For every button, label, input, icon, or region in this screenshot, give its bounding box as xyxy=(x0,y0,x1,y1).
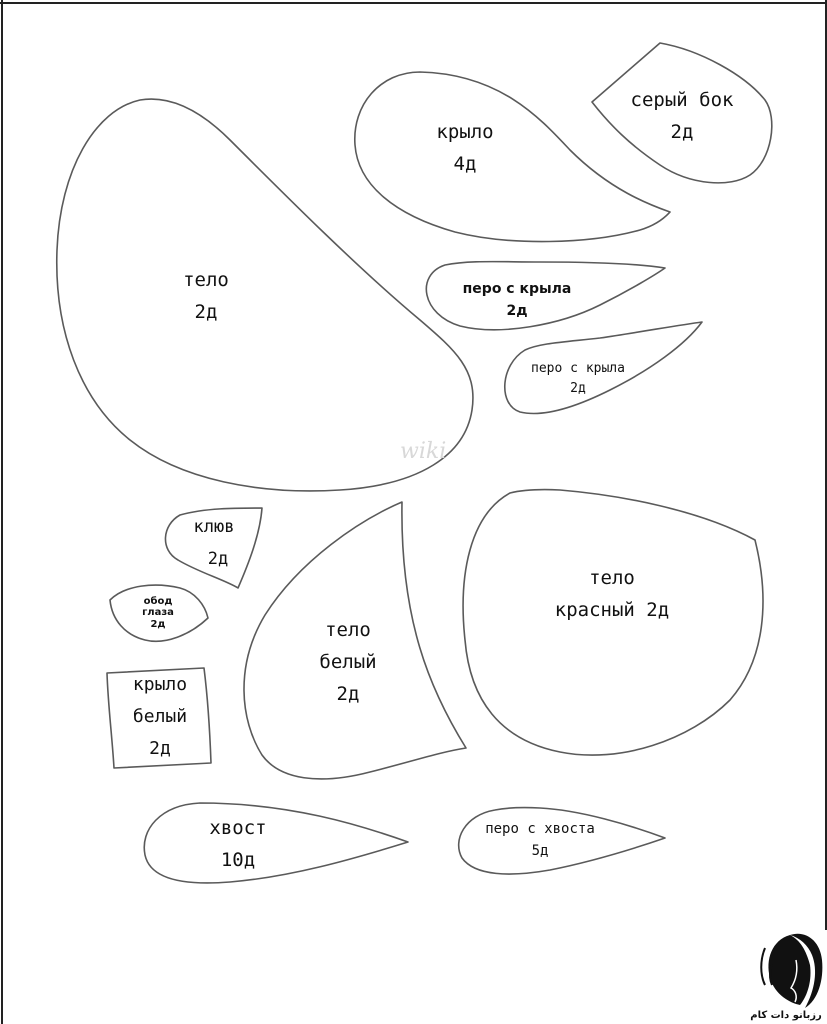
logo-caption: رزبانو دات کام xyxy=(750,1010,822,1021)
piece-label: тело xyxy=(589,567,635,589)
piece-count: 4д xyxy=(453,153,477,175)
piece-label-2: белый xyxy=(132,706,188,727)
piece-red-body xyxy=(463,490,763,755)
piece-grey-side xyxy=(592,43,772,183)
piece-count: 2д xyxy=(570,381,586,396)
piece-tail xyxy=(144,803,408,883)
piece-count: 2д xyxy=(194,301,218,323)
piece-white-wing xyxy=(107,668,211,768)
piece-count: 10д xyxy=(220,849,256,871)
piece-label: обод xyxy=(143,596,173,607)
piece-label: перо с крыла xyxy=(531,361,625,376)
piece-count: 2д xyxy=(670,121,694,143)
watermark: wiki xyxy=(400,439,447,464)
piece-count: красный 2д xyxy=(554,599,670,621)
piece-label: клюв xyxy=(193,517,235,537)
piece-label: перо с хвоста xyxy=(485,821,595,837)
piece-eye-rim xyxy=(110,585,208,641)
piece-tail-feather xyxy=(459,808,665,874)
piece-label-2: белый xyxy=(319,651,377,673)
piece-wing-feather-2 xyxy=(505,322,702,413)
piece-wing-feather-1 xyxy=(426,262,665,330)
piece-count: 5д xyxy=(531,843,549,859)
piece-count: 2д xyxy=(149,738,171,759)
piece-label-2: глаза xyxy=(142,607,174,618)
piece-count: 2д xyxy=(506,303,528,319)
piece-label: перо с крыла xyxy=(462,281,572,297)
piece-label: хвост xyxy=(209,817,267,839)
piece-beak xyxy=(165,508,262,588)
piece-count: 2д xyxy=(336,683,360,705)
piece-white-body xyxy=(244,502,466,779)
piece-label: крыло xyxy=(436,121,494,143)
woman-profile-hair-icon xyxy=(761,934,822,1008)
piece-label: крыло xyxy=(132,674,188,695)
site-logo xyxy=(750,934,822,1021)
piece-count: 2д xyxy=(207,549,229,569)
piece-label: тело xyxy=(325,619,371,641)
piece-count: 2д xyxy=(150,619,166,630)
piece-label: тело xyxy=(183,269,229,291)
piece-label: серый бок xyxy=(630,89,734,111)
